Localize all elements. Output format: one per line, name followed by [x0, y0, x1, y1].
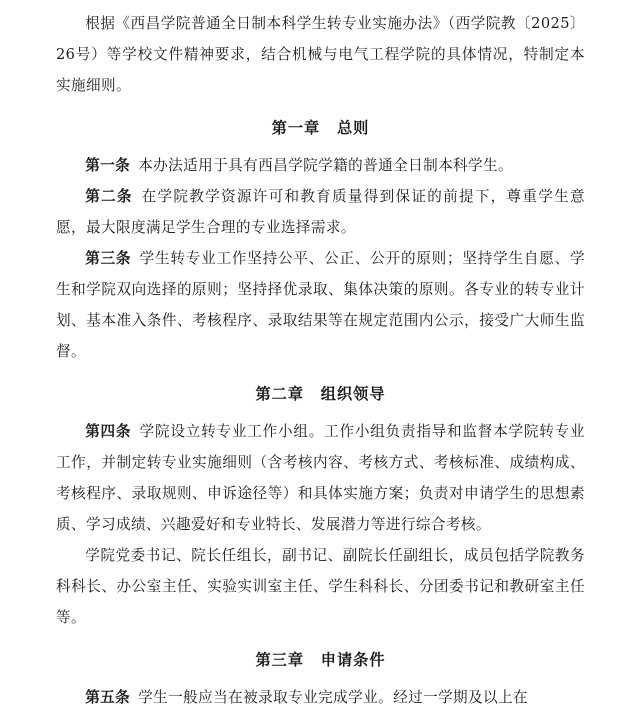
chapter-three-title: 申请条件	[320, 651, 386, 669]
article-two-text: 在学院教学资源许可和教育质量得到保证的前提下，尊重学生意愿，最大限度满足学生合理的专业选择需求。	[56, 188, 585, 236]
chapter-two-title: 组织领导	[320, 385, 386, 403]
article-three-text: 学生转专业工作坚持公平、公正、公开的原则；坚持学生自愿、学生和学院双向选择的原则；坚持择优录取、集体决策的原则。各专业的转专业计划、基本准入条件、考核程序、录取结果等在规定范围内公示，接受广大师生监督。	[56, 250, 585, 360]
article-one	[56, 150, 585, 181]
chapter-two-heading	[56, 379, 585, 410]
chapter-three-heading	[56, 645, 585, 676]
article-four-text: 学院设立转专业工作小组。工作小组负责指导和监督本学院转专业工作，并制定转专业实施细则（含考核内容、考核方式、考核标准、成绩构成、考核程序、录取规则、申诉途径等）和具体实施方案；负责对申请学生的思想素质、学习成绩、兴趣爱好和专业特长、发展潜力等进行综合考核。	[56, 423, 585, 533]
chapter-one-number: 第一章	[271, 119, 321, 137]
chapter-one-heading	[56, 113, 585, 144]
chapter-two-number: 第二章	[255, 385, 305, 403]
article-two-label: 第二条	[85, 188, 133, 205]
article-four	[56, 416, 585, 540]
article-two	[56, 181, 585, 243]
article-five-label: 第五条	[85, 689, 131, 706]
chapter-one-title: 总则	[336, 119, 370, 137]
article-four-label: 第四条	[85, 423, 132, 440]
article-three-label: 第三条	[85, 250, 132, 267]
article-three	[56, 243, 585, 367]
article-five-text: 学生一般应当在被录取专业完成学业。经过一学期及以上在	[138, 689, 529, 706]
chapter-three-number: 第三章	[255, 651, 305, 669]
article-one-text: 本办法适用于具有西昌学院学籍的普通全日制本科学生。	[138, 157, 514, 174]
preamble-paragraph: 根据《西昌学院普通全日制本科学生转专业实施办法》（西学院教〔2025〕26号）等学校文件精神要求，结合机械与电气工程学院的具体情况，特制定本实施细则。	[56, 15, 585, 94]
article-five	[56, 682, 585, 713]
work-group-membership-paragraph: 学院党委书记、院长任组长，副书记、副院长任副组长，成员包括学院教务科科长、办公室主任、实验实训室主任、学生科科长、分团委书记和教研室主任等。	[56, 547, 585, 626]
article-one-label: 第一条	[85, 157, 131, 174]
